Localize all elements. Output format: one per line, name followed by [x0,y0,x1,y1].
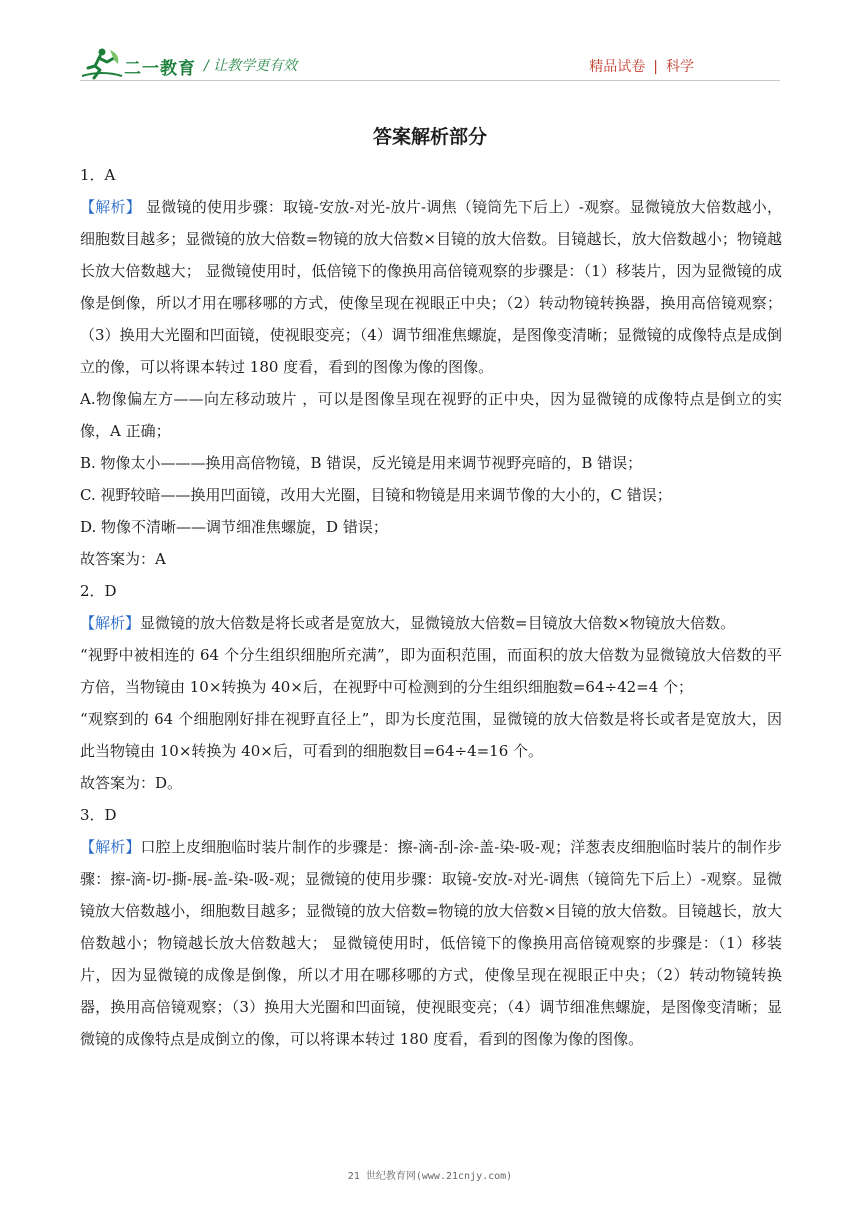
analysis-tag: 【解析】 [80,614,141,632]
header-category [589,56,694,76]
question-number: 1．A [80,166,116,184]
slogan: / 让教学更有效 [204,58,298,74]
analysis-paragraph [80,607,782,639]
page-header [80,46,780,86]
header-category-left: 精品试卷 [589,59,646,75]
analysis-text: 显微镜的使用步骤：取镜-安放-对光-放片-调焦（镜筒先下后上）-观察。显微镜放大倍数越小，细胞数目越多；显微镜的放大倍数=物镜的放大倍数×目镜的放大倍数。目镜越长，放大倍数越小；物镜越长放大倍数越大； 显微镜使用时，低倍镜下的像换用高倍镜观察的步骤是：（1）移装片，因为显微镜的成像是倒像，所以才用在哪移哪的方式，使像呈现在视眼正中央；（2）转动物镜转换器，换用高倍镜观察；（3）换用大光圈和凹面镜，使视眼变亮；（4）调节细准焦螺旋，是图像变清晰；显微镜的成像特点是成倒立的像，可以将课本转过 180 度看，看到的图像为像的图像。 [80,198,782,376]
runner-logo-icon [80,46,124,80]
header-separator: | [653,59,658,75]
analysis-paragraph [80,191,782,383]
analysis-paragraph: “视野中被相连的 64 个分生组织细胞所充满”，即为面积范围，而面积的放大倍数为显微镜放大倍数的平方倍，当物镜由 10×转换为 40×后，在视野中可检测到的分生组织细胞数=64÷42=4 个； [80,646,782,696]
header-category-right: 科学 [666,59,694,75]
answer-line: 故答案为：A [80,550,166,568]
answer-line: 故答案为：D。 [80,774,183,792]
page-footer: 21 世纪教育网(www.21cnjy.com) [347,1171,513,1182]
answer-content [80,159,782,1055]
option-analysis: B. 物像太小———换用高倍物镜，B 错误，反光镜是用来调节视野亮暗的，B 错误； [80,454,643,472]
option-analysis: C. 视野较暗——换用凹面镜，改用大光圈，目镜和物镜是用来调节像的大小的，C 错误； [80,486,672,504]
header-divider [80,80,780,81]
page-title: 答案解析部分 [372,126,487,148]
analysis-paragraph [80,831,782,1055]
option-analysis: D. 物像不清晰——调节细准焦螺旋，D 错误； [80,518,388,536]
option-analysis: A.物像偏左方——向左移动玻片 ，可以是图像呈现在视野的正中央，因为显微镜的成像特点是倒立的实像，A 正确； [80,390,782,440]
analysis-tag: 【解析】 [80,838,141,856]
question-number: 2．D [80,582,117,600]
brand-name: 二一教育 [124,59,196,79]
analysis-paragraph: “观察到的 64 个细胞刚好排在视野直径上”，即为长度范围，显微镜的放大倍数是将长或者是宽放大，因此当物镜由 10×转换为 40×后，可看到的细胞数目=64÷4=16 个。 [80,710,782,760]
question-number: 3．D [80,806,117,824]
analysis-text: 显微镜的放大倍数是将长或者是宽放大，显微镜放大倍数=目镜放大倍数×物镜放大倍数。 [140,614,736,632]
analysis-tag: 【解析】 [80,198,141,216]
analysis-text: 口腔上皮细胞临时装片制作的步骤是：擦-滴-刮-涂-盖-染-吸-观；洋葱表皮细胞临时装片的制作步骤：擦-滴-切-撕-展-盖-染-吸-观；显微镜的使用步骤：取镜-安放-对光-调焦（镜筒先下后上）-观察。显微镜放大倍数越小，细胞数目越多；显微镜的放大倍数=物镜的放大倍数×目镜的放大倍数。目镜越长，放大倍数越小；物镜越长放大倍数越大； 显微镜使用时，低倍镜下的像换用高倍镜观察的步骤是：（1）移装片，因为显微镜的成像是倒像，所以才用在哪移哪的方式，使像呈现在视眼正中央；（2）转动物镜转换器，换用高倍镜观察；（3）换用大光圈和凹面镜，使视眼变亮；（4）调节细准焦螺旋，是图像变清晰；显微镜的成像特点是成倒立的像，可以将课本转过 180 度看，看到的图像为像的图像。 [80,838,782,1048]
